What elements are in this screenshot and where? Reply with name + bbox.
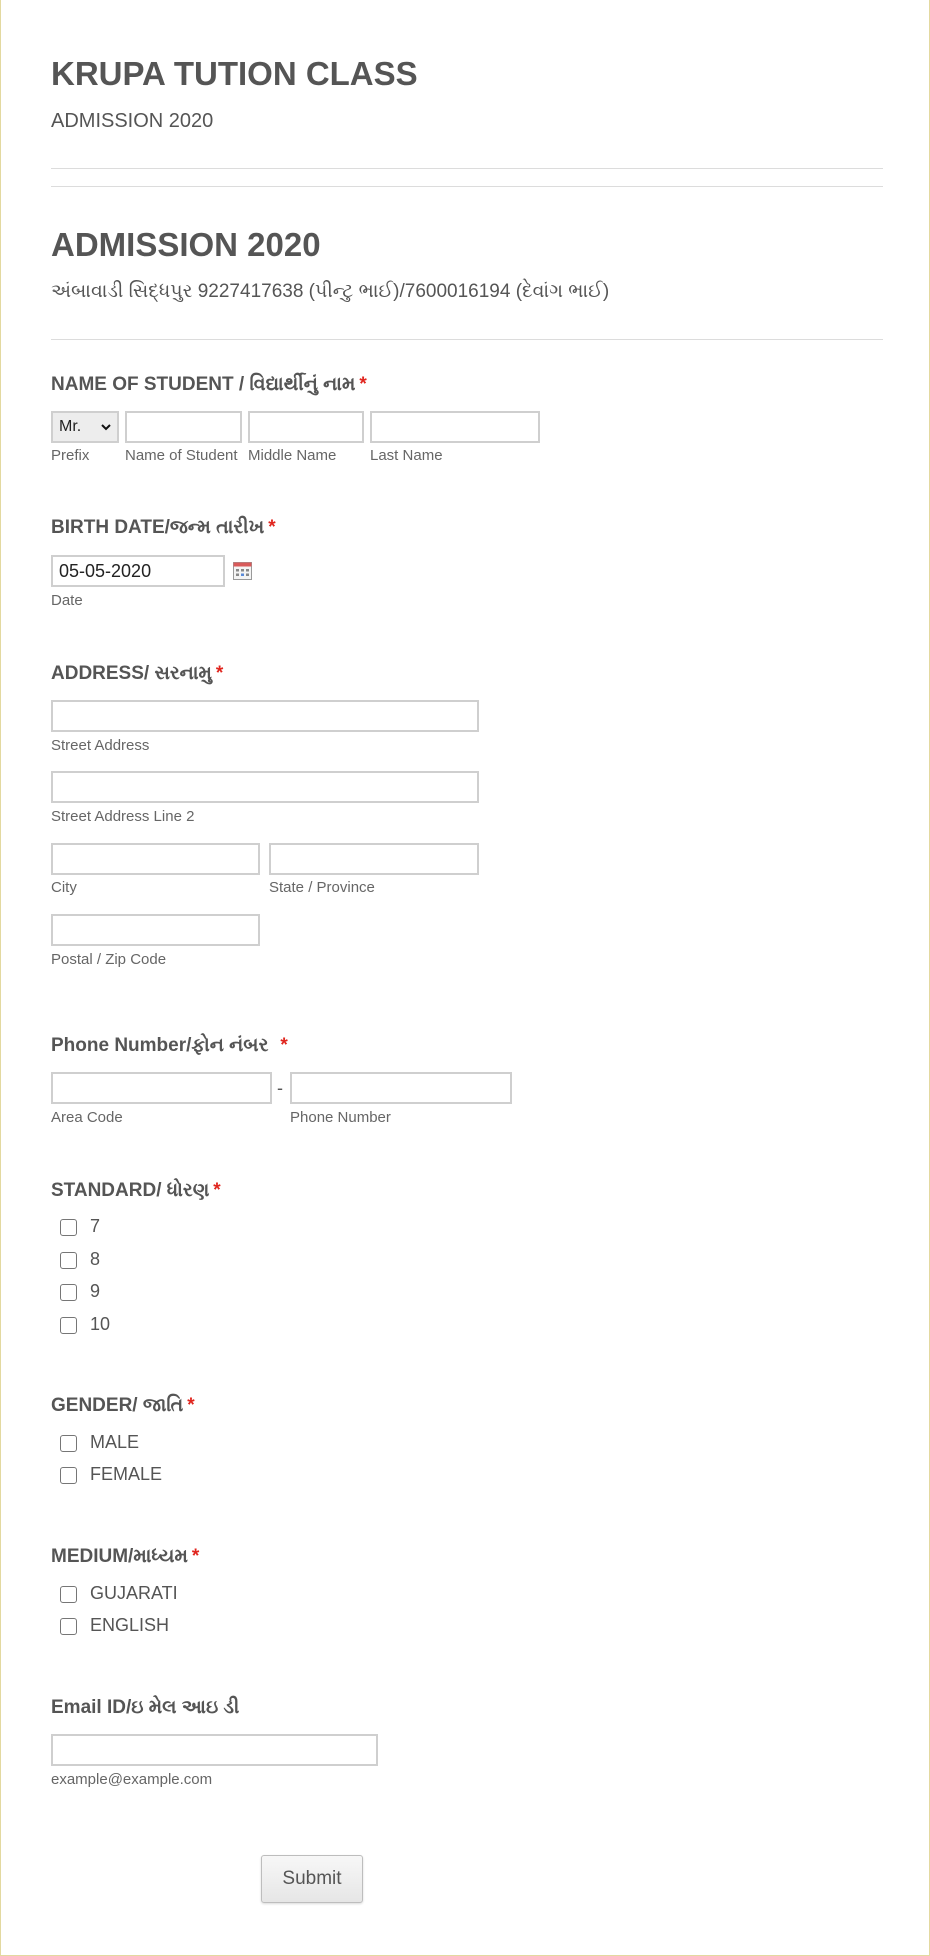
medium-label — [51, 1546, 199, 1568]
city-sublabel: City — [51, 879, 77, 896]
phone-label — [51, 1035, 288, 1057]
standard-option-10: 10 — [90, 1314, 111, 1334]
required-asterisk: * — [191, 1546, 200, 1567]
section-title: ADMISSION 2020 — [51, 226, 321, 263]
city-input[interactable] — [51, 843, 260, 875]
required-asterisk: * — [187, 1395, 195, 1416]
medium-option-gujarati: GUJARATI — [90, 1583, 178, 1603]
prefix-select-value: Mr. — [59, 418, 82, 435]
divider — [51, 339, 883, 340]
gender-checkbox-male[interactable] — [60, 1435, 77, 1452]
first-name-input[interactable] — [125, 411, 242, 443]
zip-code-input[interactable] — [51, 914, 260, 946]
standard-option-8: 8 — [90, 1249, 101, 1269]
state-input[interactable] — [269, 843, 479, 875]
phone-separator: - — [277, 1078, 283, 1098]
required-asterisk: * — [268, 517, 276, 538]
divider — [51, 186, 883, 187]
middle-name-sublabel: Middle Name — [248, 447, 337, 464]
email-sublabel: example@example.com — [51, 1771, 213, 1788]
standard-label-text: STANDARD/ ધોરણ — [51, 1180, 210, 1201]
area-code-sublabel: Area Code — [51, 1109, 123, 1126]
standard-checkbox-7[interactable] — [60, 1219, 77, 1236]
calendar-icon[interactable] — [233, 562, 252, 580]
prefix-select[interactable] — [51, 411, 119, 443]
standard-label — [51, 1180, 221, 1202]
form-subtitle: ADMISSION 2020 — [51, 110, 214, 132]
standard-checkbox-9[interactable] — [60, 1284, 77, 1301]
address-label — [51, 663, 223, 685]
email-input[interactable] — [51, 1734, 378, 1766]
standard-option-9: 9 — [90, 1281, 101, 1301]
divider — [51, 168, 883, 169]
gender-label-text: GENDER/ જાતિ — [51, 1395, 184, 1416]
standard-option-7: 7 — [90, 1216, 101, 1236]
zip-code-sublabel: Postal / Zip Code — [51, 951, 167, 968]
required-asterisk: * — [280, 1035, 288, 1056]
birth-date-sublabel: Date — [51, 592, 83, 609]
standard-checkbox-8[interactable] — [60, 1252, 77, 1269]
required-asterisk: * — [215, 663, 224, 684]
street-address-input[interactable] — [51, 700, 479, 732]
area-code-input[interactable] — [51, 1072, 272, 1104]
medium-checkbox-gujarati[interactable] — [60, 1586, 77, 1603]
first-name-sublabel: Name of Student — [125, 447, 238, 464]
birth-date-input[interactable] — [51, 555, 225, 587]
birth-date-label — [51, 517, 276, 539]
name-field-label — [51, 374, 367, 396]
phone-label-text: Phone Number/ફોન નંબર — [51, 1035, 269, 1056]
medium-label-text: MEDIUM/માધ્યમ — [51, 1546, 188, 1567]
last-name-sublabel: Last Name — [370, 447, 443, 464]
prefix-sublabel: Prefix — [51, 447, 90, 464]
section-description: અંબાવાડી સિદ્ધપુર 9227417638 (પીન્ટુ ભાઈ)/7600016194 (દેવાંગ ભાઈ) — [51, 281, 610, 302]
birth-date-label-text: BIRTH DATE/જન્મ તારીખ — [51, 517, 265, 538]
street-address-line2-sublabel: Street Address Line 2 — [51, 808, 195, 825]
required-asterisk: * — [213, 1180, 221, 1201]
gender-option-female: FEMALE — [90, 1464, 163, 1484]
chevron-down-icon — [101, 422, 111, 432]
name-field-label-text: NAME OF STUDENT / વિદ્યાર્થીનું નામ — [51, 374, 356, 395]
medium-checkbox-english[interactable] — [60, 1618, 77, 1635]
standard-checkbox-10[interactable] — [60, 1317, 77, 1334]
street-address-sublabel: Street Address — [51, 737, 150, 754]
phone-number-sublabel: Phone Number — [290, 1109, 391, 1126]
phone-number-input[interactable] — [290, 1072, 512, 1104]
medium-option-english: ENGLISH — [90, 1615, 170, 1635]
required-asterisk: * — [359, 374, 367, 395]
street-address-line2-input[interactable] — [51, 771, 479, 803]
gender-option-male: MALE — [90, 1432, 140, 1452]
state-sublabel: State / Province — [269, 879, 375, 896]
middle-name-input[interactable] — [248, 411, 364, 443]
form-title: KRUPA TUTION CLASS — [51, 55, 418, 92]
submit-button[interactable]: Submit — [261, 1855, 363, 1903]
gender-checkbox-female[interactable] — [60, 1467, 77, 1484]
gender-label — [51, 1395, 195, 1417]
email-label: Email ID/ઇ મેલ આઇ ડી — [51, 1697, 240, 1718]
address-label-text: ADDRESS/ સરનામુ — [51, 663, 212, 684]
last-name-input[interactable] — [370, 411, 540, 443]
